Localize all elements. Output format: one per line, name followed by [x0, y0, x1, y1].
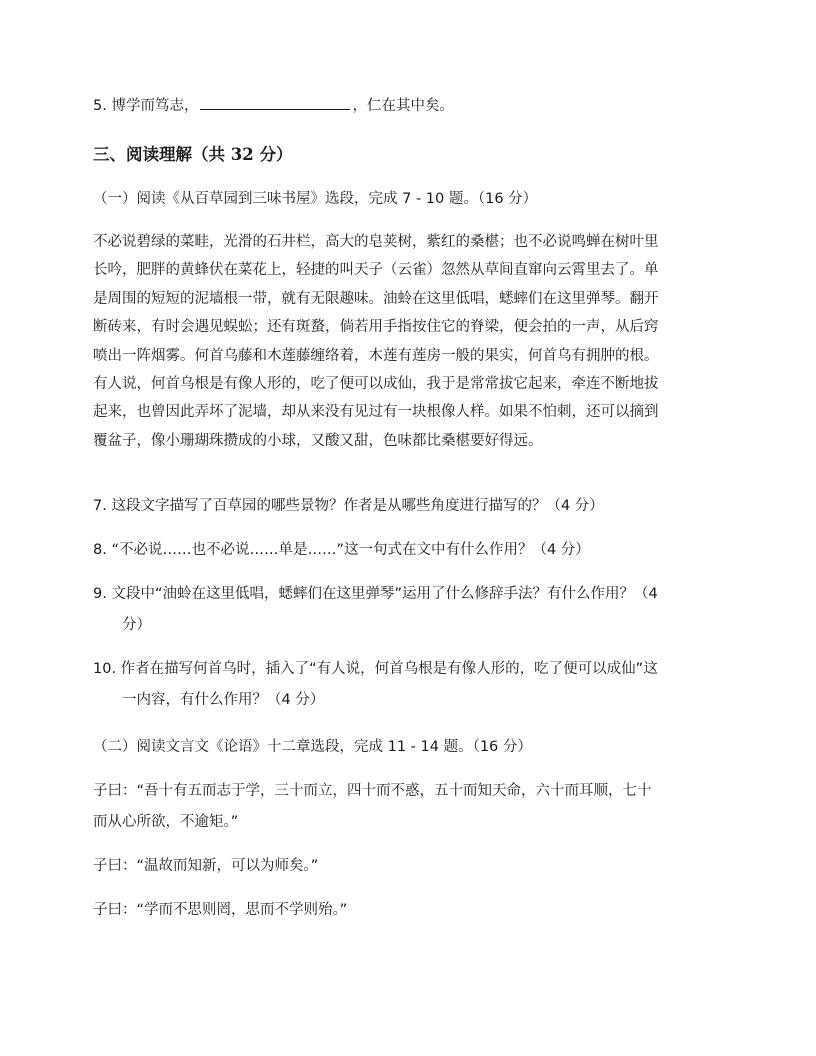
question-5 [93, 96, 724, 117]
analects-1-line-2: 而从心所欲，不逾矩。” [93, 814, 239, 830]
answer-blank[interactable] [200, 96, 350, 110]
analects-passage-3: 子曰：“学而不思则罔，思而不学则殆。” [93, 902, 348, 918]
question-8: 8. “不必说……也不必说……单是……”这一句式在文中有什么作用？（4 分） [93, 542, 590, 558]
question-5-suffix: ，仁在其中矣。 [352, 98, 454, 114]
passage-1 [93, 228, 733, 455]
analects-passage-2: 子曰：“温故而知新，可以为师矣。” [93, 858, 319, 874]
question-10-line-2: 一内容，有什么作用？（4 分） [122, 692, 325, 708]
passage-line: 有人说，何首乌根是有像人形的，吃了便可以成仙，我于是常常拔它起来，牵连不断地拔 [93, 376, 659, 393]
passage-line: 起来，也曾因此弄坏了泥墙，却从来没有见过有一块根像人样。如果不怕刺，还可以摘到 [93, 404, 659, 421]
question-10-line-1: 10. 作者在描写何首乌时，插入了“有人说，何首乌根是有像人形的，吃了便可以成仙”这 [93, 661, 658, 677]
passage-line: 长吟，肥胖的黄蜂伏在菜花上，轻捷的叫天子（云雀）忽然从草间直窜向云霄里去了。单 [93, 262, 659, 279]
question-9-line-1: 9. 文段中“油蛉在这里低唱，蟋蟀们在这里弹琴”运用了什么修辞手法？有什么作用？（4 [93, 586, 658, 602]
passage-line: 不必说碧绿的菜畦，光滑的石井栏，高大的皂荚树，紫红的桑椹；也不必说鸣蝉在树叶里 [93, 234, 659, 250]
question-5-prefix: 5. 博学而笃志， [93, 98, 199, 114]
section-3-title: 三、阅读理解（共 32 分） [93, 145, 293, 164]
passage-line: 喷出一阵烟雾。何首乌藤和木莲藤缠络着，木莲有莲房一般的果实，何首乌有拥肿的根。 [93, 347, 659, 364]
analects-1-line-1: 子曰：“吾十有五而志于学，三十而立，四十而不惑，五十而知天命，六十而耳顺，七十 [93, 783, 652, 799]
question-7: 7. 这段文字描写了百草园的哪些景物？作者是从哪些角度进行描写的？（4 分） [93, 498, 604, 514]
part-1-intro: （一）阅读《从百草园到三味书屋》选段，完成 7 - 10 题。（16 分） [93, 191, 538, 207]
part-2-intro: （二）阅读文言文《论语》十二章选段，完成 11 - 14 题。（16 分） [93, 739, 532, 755]
passage-line: 覆盆子，像小珊瑚珠攒成的小球，又酸又甜，色味都比桑椹要好得远。 [93, 432, 543, 449]
passage-line: 是周围的短短的泥墙根一带，就有无限趣味。油蛉在这里低唱，蟋蟀们在这里弹琴。翻开 [93, 290, 659, 307]
question-9 [93, 579, 733, 641]
analects-passage-1 [93, 776, 733, 838]
question-10 [93, 654, 733, 716]
question-9-line-2: 分） [122, 617, 151, 633]
passage-line: 断砖来，有时会遇见蜈蚣；还有斑蝥，倘若用手指按住它的脊梁，便会拍的一声，从后窍 [93, 319, 659, 336]
